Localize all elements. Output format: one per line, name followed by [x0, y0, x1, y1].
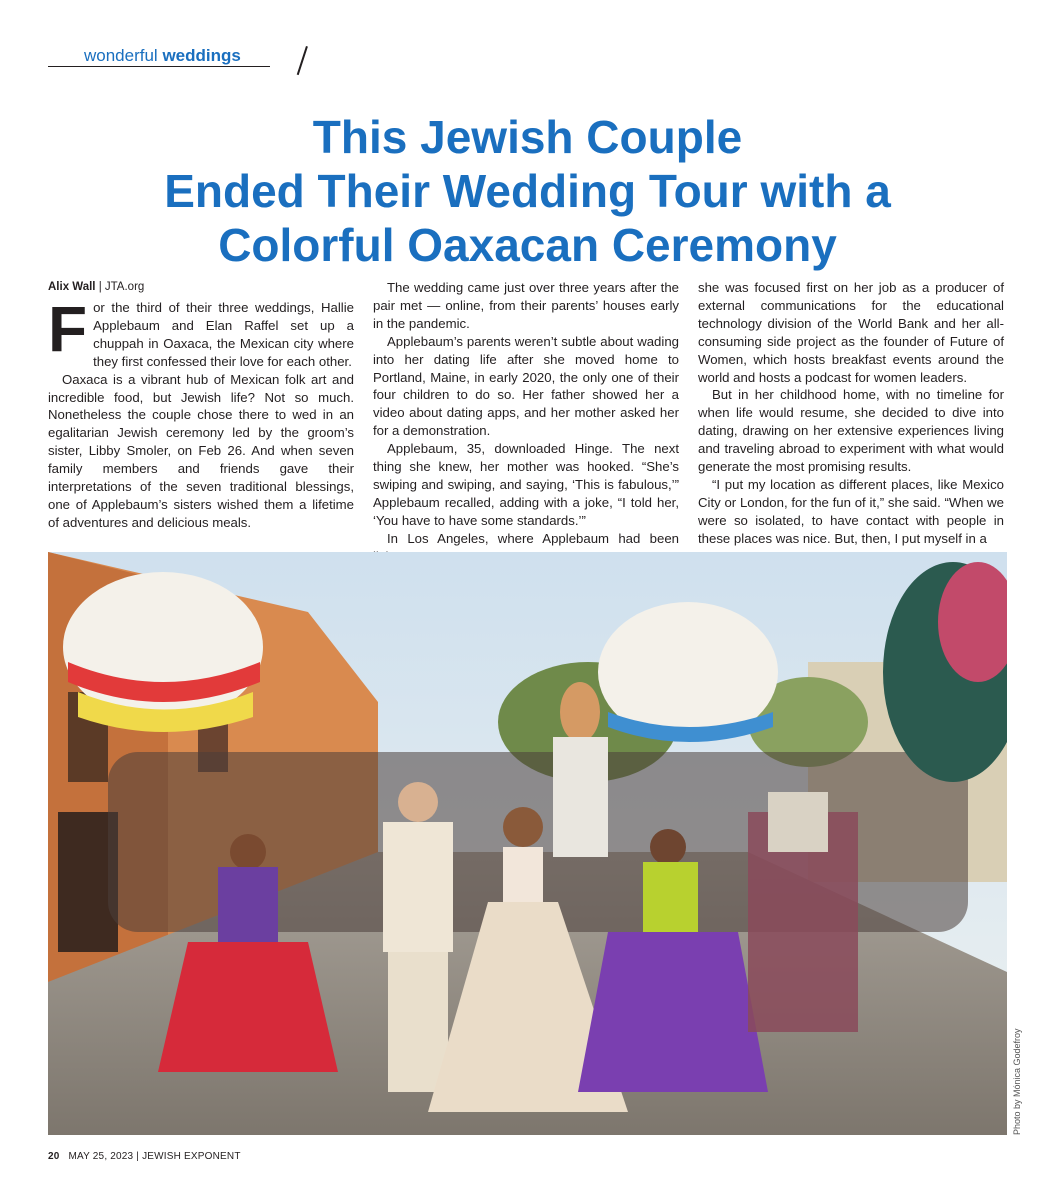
- article-paragraph: The wedding came just over three years after the pair met — online, from their parents’ houses early in the pandemic.: [373, 280, 679, 331]
- section-slash: [297, 46, 308, 75]
- issue-date: MAY 25, 2023: [68, 1151, 134, 1162]
- page-number: 20: [48, 1151, 60, 1162]
- photo-credit: Photo by Mónica Godefroy: [1012, 1028, 1022, 1135]
- drop-cap: F: [48, 293, 88, 365]
- section-label: [84, 46, 241, 66]
- article-paragraph: she was focused first on her job as a producer of external communications for the educational technology division of the World Bank and her all-consuming side project as the founder of Future of Women, which hosts breakfast events around the world and hosts a podcast for women leaders.: [698, 280, 1004, 385]
- article-column-1: [48, 293, 354, 532]
- section-prefix: wonderful: [84, 46, 158, 65]
- article-paragraph: “I put my location as different places, like Mexico City or London, for the fun of it,” she said. “When we were so isolated, to have contact with people in these places was nice. But, then, I put myself in a: [698, 476, 1004, 546]
- article-column-2: [373, 279, 679, 566]
- headline-line-2: Ended Their Wedding Tour with a: [164, 165, 891, 217]
- article-column-3: [698, 279, 1004, 548]
- article-paragraph: In Los Angeles, where Applebaum had been: [387, 530, 679, 546]
- byline: [48, 281, 144, 293]
- publication-name: JEWISH EXPONENT: [142, 1151, 241, 1162]
- byline-author: Alix Wall: [48, 281, 96, 293]
- page-footer: [48, 1151, 241, 1162]
- headline: [40, 110, 1015, 272]
- headline-line-3: Colorful Oaxacan Ceremony: [218, 219, 837, 271]
- groom: [383, 782, 453, 1092]
- footer-separator: |: [133, 1151, 143, 1162]
- article-paragraph: Oaxaca is a vibrant hub of Mexican folk art and incredible food, but Jewish life? Not so much. Nonetheless the couple chose there to wed in an egalitarian Jewish ceremony led by the groom’s sister, Libby Smoler, on Feb 26. And when seven family members and friends gave their interpretations of the seven traditional blessings, one of Applebaum’s sisters wished them a lifetime of adventures and delicious meals.: [48, 371, 354, 530]
- article-paragraph: [48, 293, 354, 371]
- headline-line-1: This Jewish Couple: [312, 111, 743, 163]
- byline-source: JTA.org: [104, 281, 145, 293]
- byline-separator: |: [95, 281, 105, 293]
- wedding-photo-illustration: [48, 552, 1007, 1135]
- section-rule: [48, 66, 270, 67]
- section-tag: [48, 44, 270, 68]
- article-paragraph: But in her childhood home, with no timeline for when life would resume, she decided to dive into dating, drawing on her extensive experiences living and traveling abroad to experiment with what would generate the most promising results.: [698, 387, 1004, 475]
- puppet-body: [553, 737, 608, 857]
- puppet-head: [560, 682, 600, 742]
- section-bold: weddings: [162, 46, 241, 65]
- article-paragraph: Applebaum, 35, downloaded Hinge. The next thing she knew, her mother was hooked. “She’s swiping and swiping, and saying, ‘This is fabulous,’” Applebaum recalled, adding with a joke, “I told her, ‘You have to have some standards.’”: [373, 441, 679, 528]
- paragraph-text: or the third of their three weddings, Hallie Applebaum and Elan Raffel set up a chuppah in Oaxaca, the Mexican city where they first confessed their love for each other.: [93, 300, 354, 369]
- masked-dancer: [748, 792, 858, 1032]
- wedding-photo: [48, 552, 1007, 1135]
- article-paragraph: Applebaum’s parents weren’t subtle about wading into her dating life after she moved home to Portland, Maine, in early 2020, the only one of their four children to do so. Her father showed her a video about dating apps, and her mother asked her for a demonstration.: [373, 333, 679, 439]
